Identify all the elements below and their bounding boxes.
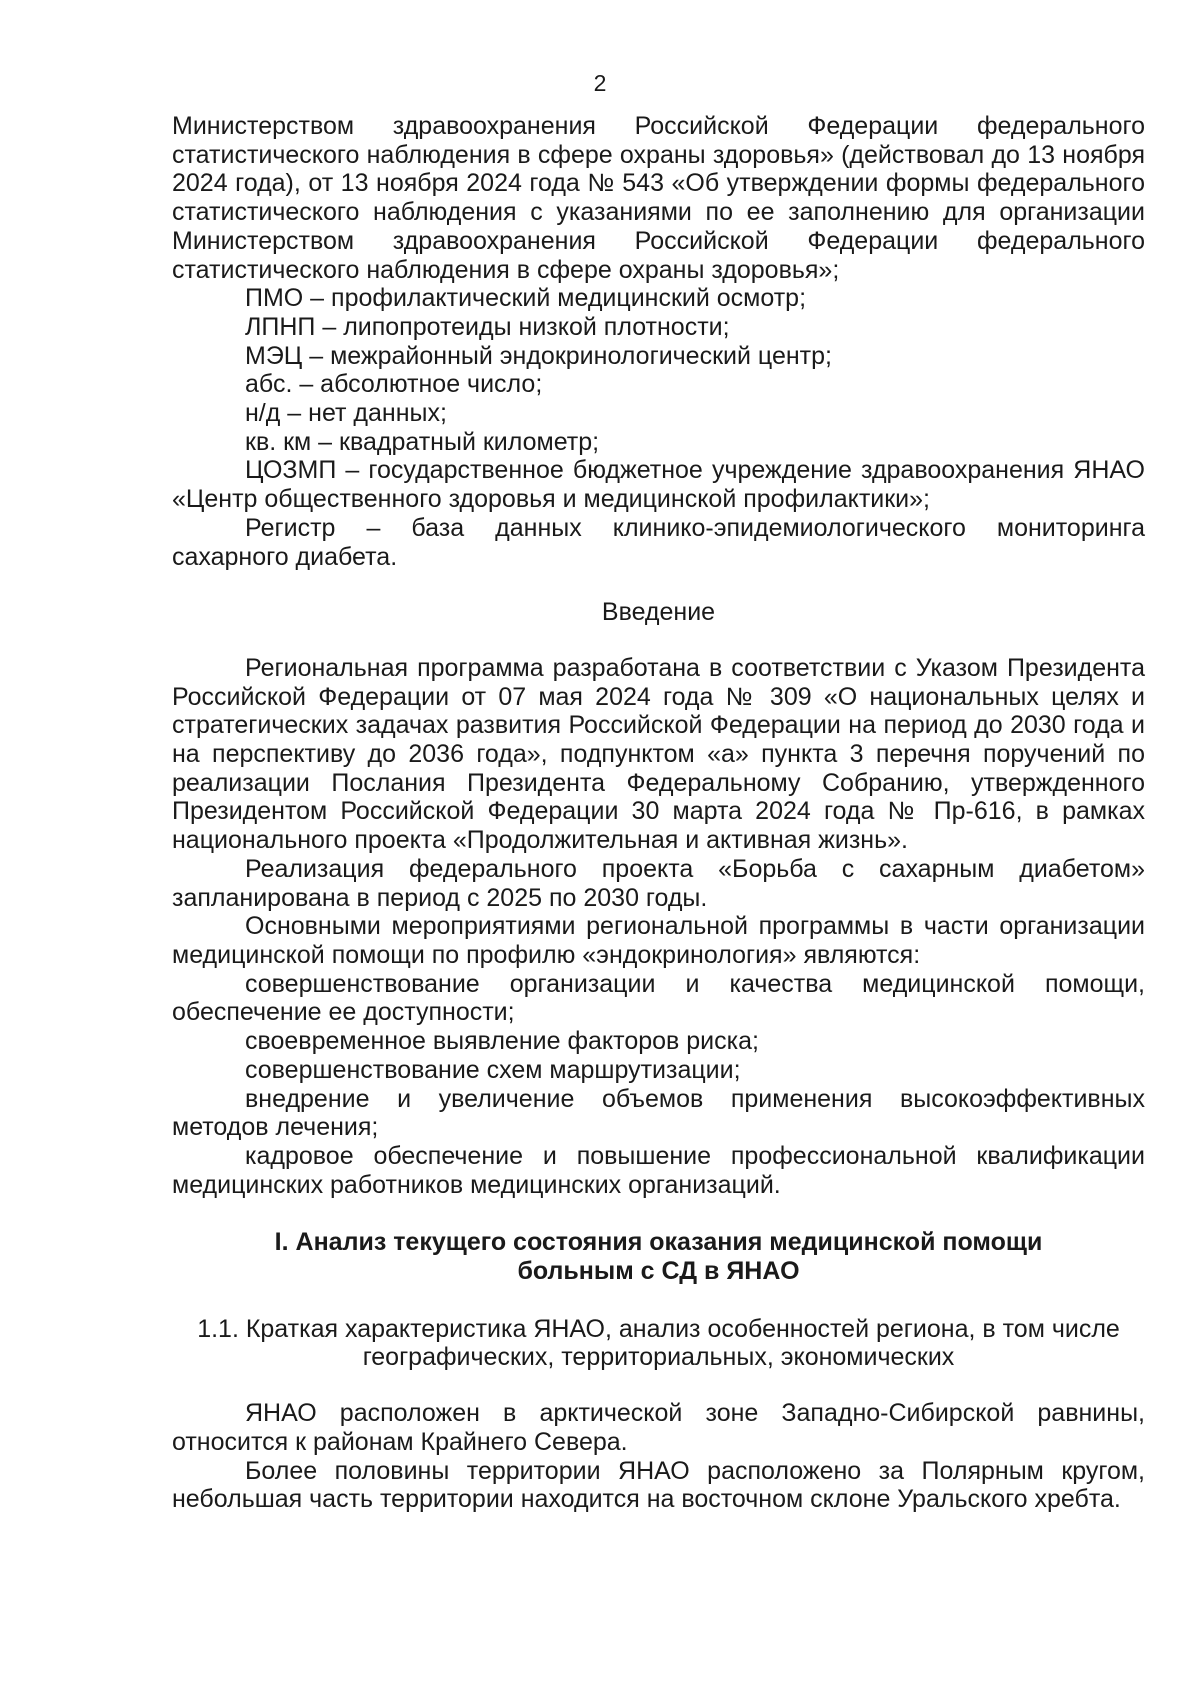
abbreviation-item: ЛПНП – липопротеиды низкой плотности; [245,312,730,341]
page-number: 2 [593,70,607,96]
paragraph: Реализация федерального проекта «Борьба с сахарным диабетом» запланирована в период с 2025 по 2030 годы. [172,854,1145,912]
abbreviation-item: Регистр – база данных клинико-эпидемиологического мониторинга сахарного диабета. [172,513,1145,571]
subsection-heading-line2: географических, территориальных, экономических [362,1343,955,1372]
paragraph: Министерством здравоохранения Российской Федерации федерального статистического наблюдения в сфере охраны здоровья» (действовал до 13 ноября 2024 года), от 13 ноября 2024 года № 543 «Об утверждении формы федерального статистического наблюдения с указаниями по ее заполнению для организации Министерством здравоохранения Российской Федерации федерального статистического наблюдения в сфере охраны здоровья»; [172,112,1145,284]
section-heading-line2: больным с СД в ЯНАО [517,1257,800,1286]
list-item: кадровое обеспечение и повышение профессиональной квалификации медицинских работников медицинских организаций. [172,1141,1145,1199]
abbreviation-item: МЭЦ – межрайонный эндокринологический центр; [245,341,832,370]
section-heading [172,1228,1145,1285]
abbreviation-item: абс. – абсолютное число; [245,370,543,399]
list-item: совершенствование схем маршрутизации; [245,1055,741,1084]
list-item: внедрение и увеличение объемов применения высокоэффективных методов лечения; [172,1084,1145,1142]
section-heading-line1: I. Анализ текущего состояния оказания медицинской помощи [274,1228,1043,1257]
abbreviation-item: ЦОЗМП – государственное бюджетное учреждение здравоохранения ЯНАО «Центр общественного здоровья и медицинской профилактики»; [172,456,1145,514]
list-item: совершенствование организации и качества медицинской помощи, обеспечение ее доступности; [172,969,1145,1027]
abbreviation-item: н/д – нет данных; [245,399,447,428]
paragraph: Основными мероприятиями региональной программы в части организации медицинской помощи по профилю «эндокринология» являются: [172,912,1145,969]
paragraph: Более половины территории ЯНАО расположено за Полярным кругом, небольшая часть территории находится на восточном склоне Уральского хребта. [172,1456,1145,1514]
document-body [172,112,1145,1514]
abbreviation-item: ПМО – профилактический медицинский осмотр; [245,284,807,313]
abbreviation-item: кв. км – квадратный километр; [245,427,600,456]
subsection-heading-line1: 1.1. Краткая характеристика ЯНАО, анализ особенностей региона, в том числе [197,1314,1120,1343]
intro-heading: Введение [601,598,716,627]
paragraph: Региональная программа разработана в соответствии с Указом Президента Российской Федерации от 07 мая 2024 года № 309 «О национальных целях и стратегических задачах развития Российской Федерации на период до 2030 года и на перспективу до 2036 года», подпунктом «а» пункта 3 перечня поручений по реализации Послания Президента Федеральному Собранию, утвержденного Президентом Российской Федерации 30 марта 2024 года № Пр-616, в рамках национального проекта «Продолжительная и активная жизнь». [172,653,1145,855]
paragraph: ЯНАО расположен в арктической зоне Западно-Сибирской равнины, относится к районам Крайнего Севера. [172,1399,1145,1456]
list-item: своевременное выявление факторов риска; [245,1027,759,1056]
subsection-heading [172,1315,1145,1372]
